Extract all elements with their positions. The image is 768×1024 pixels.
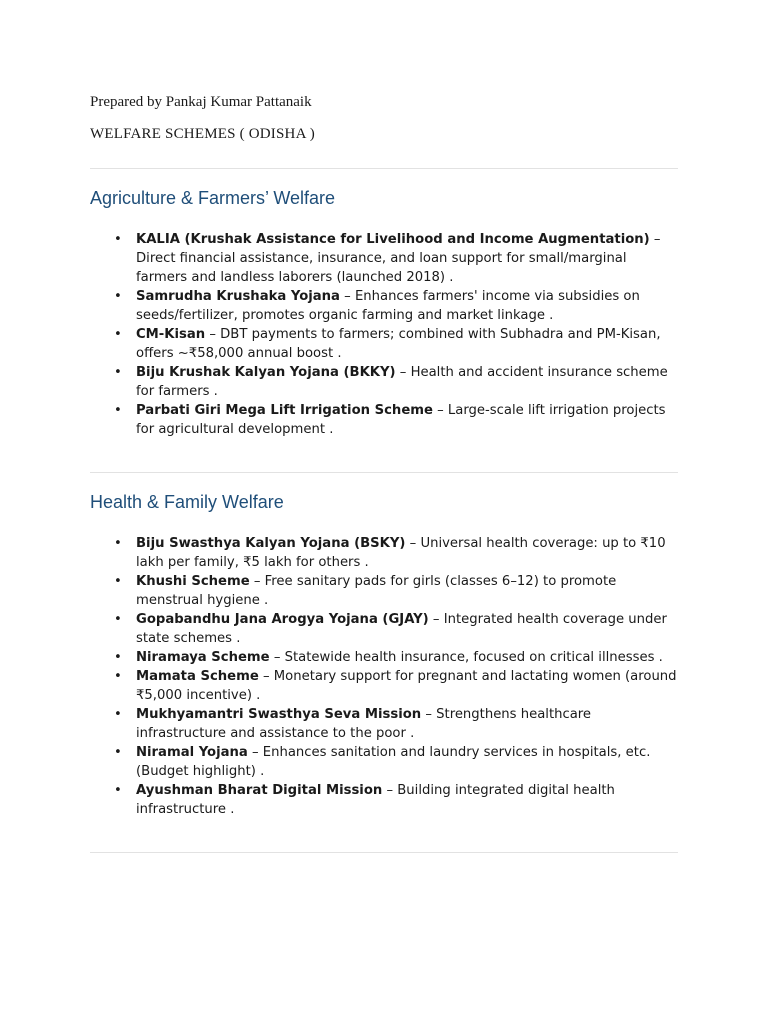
- scheme-description: – Large-scale lift irrigation projects for agricultural development .: [136, 403, 666, 437]
- scheme-description: – Strengthens healthcare infrastructure and assistance to the poor .: [136, 707, 592, 741]
- list-item: [136, 743, 678, 781]
- scheme-name: Gopabandhu Jana Arogya Yojana (GJAY): [136, 612, 429, 627]
- scheme-name: Khushi Scheme: [136, 574, 250, 589]
- list-item: [136, 572, 678, 610]
- scheme-name: Samrudha Krushaka Yojana: [136, 289, 340, 304]
- section-agriculture: [90, 187, 678, 439]
- scheme-name: Ayushman Bharat Digital Mission: [136, 783, 383, 798]
- scheme-description: – Direct financial assistance, insurance, and loan support for small/marginal farmers and landless laborers (launched 2018) .: [136, 232, 661, 285]
- list-item: [136, 667, 678, 705]
- scheme-description: – Health and accident insurance scheme for farmers .: [136, 365, 668, 399]
- scheme-name: Mamata Scheme: [136, 669, 259, 684]
- list-item: [136, 325, 678, 363]
- section-heading: Agriculture & Farmers’ Welfare: [90, 188, 336, 208]
- scheme-name: Parbati Giri Mega Lift Irrigation Scheme: [136, 403, 433, 418]
- document-page: [90, 92, 678, 853]
- section-health: [90, 491, 678, 819]
- scheme-name: CM‑Kisan: [136, 327, 206, 342]
- scheme-description: – Building integrated digital health infrastructure .: [136, 783, 615, 817]
- list-item: [136, 287, 678, 325]
- scheme-name: KALIA (Krushak Assistance for Livelihood and Income Augmentation): [136, 232, 650, 247]
- document-title: WELFARE SCHEMES ( ODISHA ): [90, 126, 315, 142]
- scheme-description: – Statewide health insurance, focused on critical illnesses .: [269, 650, 663, 665]
- scheme-name: Niramal Yojana: [136, 745, 248, 760]
- scheme-description: – DBT payments to farmers; combined with Subhadra and PM‑Kisan, offers ~₹58,000 annual boost .: [136, 327, 661, 361]
- list-item: [136, 230, 678, 287]
- scheme-description: – Free sanitary pads for girls (classes 6–12) to promote menstrual hygiene .: [136, 574, 617, 608]
- scheme-list: [90, 230, 678, 439]
- list-item: [136, 781, 678, 819]
- list-item: [136, 363, 678, 401]
- divider: [90, 472, 678, 473]
- scheme-name: Mukhyamantri Swasthya Seva Mission: [136, 707, 422, 722]
- list-item: [136, 534, 678, 572]
- scheme-description: – Integrated health coverage under state schemes .: [136, 612, 667, 646]
- list-item: [136, 610, 678, 648]
- list-item: [136, 401, 678, 439]
- scheme-description: – Universal health coverage: up to ₹10 lakh per family, ₹5 lakh for others .: [136, 536, 666, 570]
- scheme-list: [90, 534, 678, 819]
- scheme-description: – Enhances sanitation and laundry services in hospitals, etc. (Budget highlight) .: [136, 745, 651, 779]
- list-item: [136, 648, 678, 667]
- list-item: [136, 705, 678, 743]
- scheme-name: Niramaya Scheme: [136, 650, 270, 665]
- divider: [90, 852, 678, 853]
- scheme-name: Biju Krushak Kalyan Yojana (BKKY): [136, 365, 396, 380]
- section-heading: Health & Family Welfare: [90, 492, 284, 512]
- scheme-description: – Monetary support for pregnant and lactating women (around ₹5,000 incentive) .: [136, 669, 677, 703]
- scheme-name: Biju Swasthya Kalyan Yojana (BSKY): [136, 536, 406, 551]
- divider: [90, 168, 678, 169]
- scheme-description: – Enhances farmers' income via subsidies on seeds/fertilizer, promotes organic farming and market linkage .: [136, 289, 640, 323]
- author-line: Prepared by Pankaj Kumar Pattanaik: [90, 94, 312, 110]
